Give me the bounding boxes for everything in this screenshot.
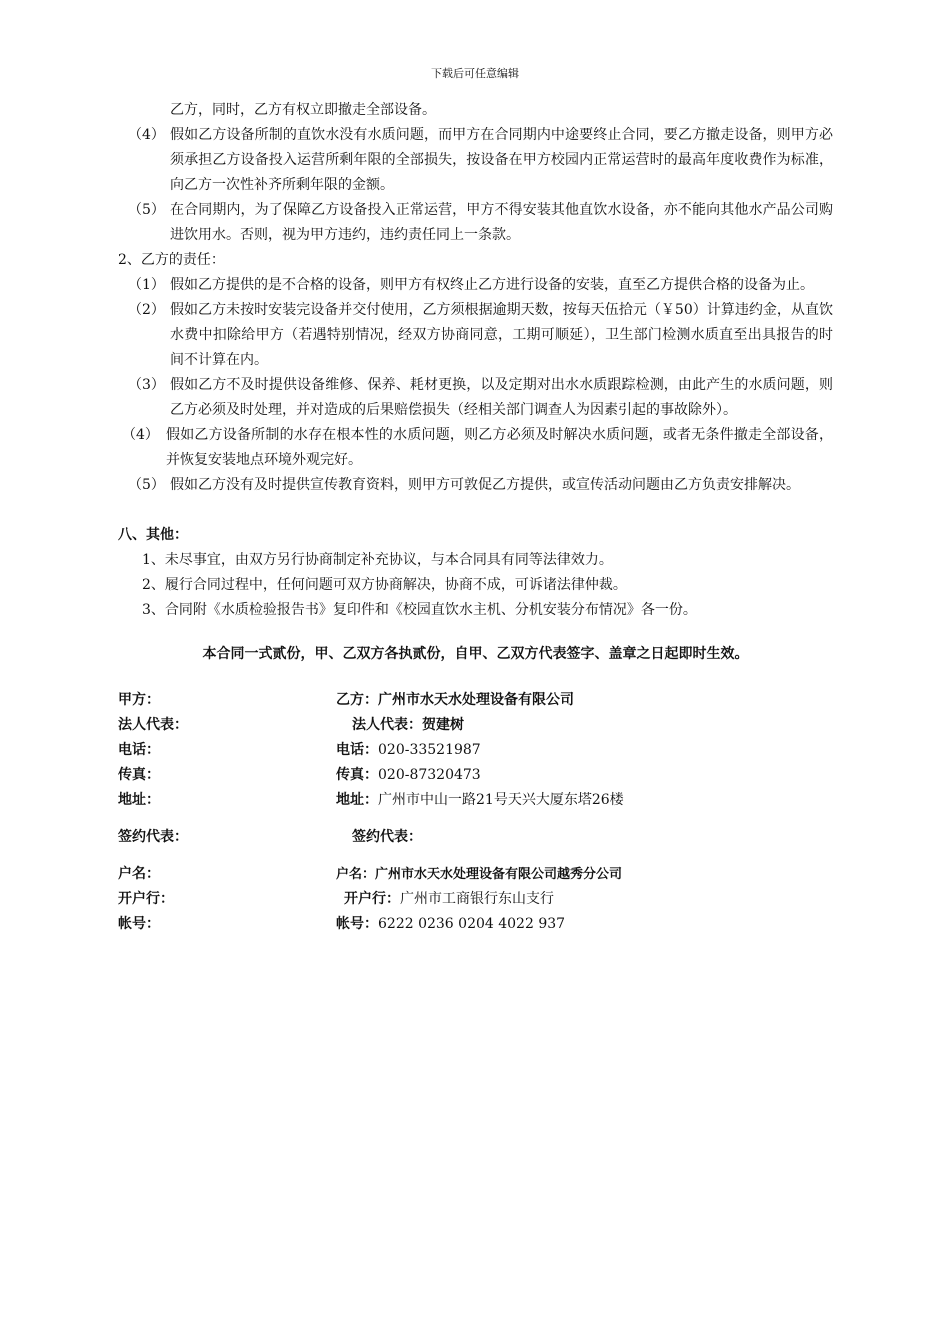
party-b-legal: 法人代表：贺建树 xyxy=(352,717,464,733)
party-b-name: 乙方：广州市水天水处理设备有限公司 xyxy=(336,692,574,708)
item-number: （2） xyxy=(128,302,165,318)
other-item: 3、合同附《水质检验报告书》复印件和《校园直饮水主机、分机安装分布情况》各一份。 xyxy=(142,602,697,618)
party-b-rep-label: 签约代表： xyxy=(352,829,422,845)
sig-row-fax xyxy=(118,763,833,788)
party-b-account-name: 户名：广州市水天水处理设备有限公司越秀分公司 xyxy=(336,867,623,882)
closing-statement: 本合同一式贰份，甲、乙双方各执贰份，自甲、乙双方代表签字、盖章之日起即时生效。 xyxy=(202,646,749,662)
party-a-rep-label: 签约代表： xyxy=(118,829,188,845)
item-number: （4） xyxy=(122,427,159,443)
item-text: 假如乙方提供的是不合格的设备，则甲方有权终止乙方进行设备的安装，直至乙方提供合格的设备为止。 xyxy=(170,277,814,293)
party-b-heading: 2、乙方的责任： xyxy=(118,252,225,268)
party-a-account-name-label: 户名： xyxy=(118,866,160,882)
page-header: 下载后可任意编辑 xyxy=(431,67,519,80)
sig-row-bank xyxy=(118,887,833,912)
party-a-legal-label: 法人代表： xyxy=(118,717,188,733)
party-a-address-label: 地址： xyxy=(118,792,160,808)
item-number: （5） xyxy=(128,202,165,218)
signature-block xyxy=(118,688,833,937)
section-heading-other: 八、其他： xyxy=(118,527,188,543)
item-text: 假如乙方未按时安装完设备并交付使用，乙方须根据逾期天数，按每天伍拾元（￥50）计算违约金，从直饮水费中扣除给甲方（若遇特别情况，经双方协商同意，工期可顺延），卫生部门检测水质直至出具报告的时间不计算在内。 xyxy=(170,302,833,368)
item-text: 假如乙方没有及时提供宣传教育资料，则甲方可敦促乙方提供，或宣传活动问题由乙方负责安排解决。 xyxy=(170,477,800,493)
item-number: （5） xyxy=(128,477,165,493)
party-a-account-number-label: 帐号： xyxy=(118,916,160,932)
bank-key: 开户行： xyxy=(344,891,400,907)
party-b-address xyxy=(336,788,624,813)
tel-value: 020-33521987 xyxy=(378,742,481,758)
party-a-tel-label: 电话： xyxy=(118,742,160,758)
account-number-key: 帐号： xyxy=(336,916,378,932)
party-b-item-3 xyxy=(118,373,833,423)
party-b-item-5 xyxy=(118,473,833,498)
sig-row-representative xyxy=(118,825,833,850)
sig-row-address xyxy=(118,788,833,813)
item-text: 假如乙方设备所制的水存在根本性的水质问题，则乙方必须及时解决水质问题，或者无条件撤走全部设备，并恢复安装地点环境外观完好。 xyxy=(166,427,833,468)
party-b-item-1 xyxy=(118,273,833,298)
item-text: 在合同期内，为了保障乙方设备投入正常运营，甲方不得安装其他直饮水设备，亦不能向其他水产品公司购进饮用水。否则，视为甲方违约，违约责任同上一条款。 xyxy=(170,202,833,243)
sig-row-legal xyxy=(118,713,833,738)
party-b-account-number xyxy=(336,912,565,937)
party-b-item-4 xyxy=(118,423,833,473)
address-key: 地址： xyxy=(336,792,378,808)
sig-row-tel xyxy=(118,738,833,763)
address-value: 广州市中山一路21号天兴大厦东塔26楼 xyxy=(378,792,624,808)
item-text: 假如乙方不及时提供设备维修、保养、耗材更换，以及定期对出水水质跟踪检测，由此产生的水质问题，则乙方必须及时处理，并对造成的后果赔偿损失（经相关部门调查人为因素引起的事故除外）。 xyxy=(170,377,833,418)
other-item: 1、未尽事宜，由双方另行协商制定补充协议，与本合同具有同等法律效力。 xyxy=(142,552,613,568)
item-number: （1） xyxy=(128,277,165,293)
party-a-fax-label: 传真： xyxy=(118,767,160,783)
party-b-bank xyxy=(336,887,554,912)
item-text: 假如乙方设备所制的直饮水没有水质问题，而甲方在合同期内中途要终止合同，要乙方撤走设备，则甲方必须承担乙方设备投入运营所剩年限的全部损失，按设备在甲方校园内正常运营时的最高年度收费作为标准，向乙方一次性补齐所剩年限的金额。 xyxy=(170,127,833,193)
contract-body xyxy=(118,98,833,937)
party-a-label: 甲方： xyxy=(118,692,160,708)
sig-row-account-number xyxy=(118,912,833,937)
party-a-item-4 xyxy=(118,123,833,198)
other-item: 2、履行合同过程中，任何问题可双方协商解决，协商不成，可诉诸法律仲裁。 xyxy=(142,577,627,593)
fax-key: 传真： xyxy=(336,767,378,783)
party-b-item-2 xyxy=(118,298,833,373)
tel-key: 电话： xyxy=(336,742,378,758)
sig-row-account-name xyxy=(118,862,833,887)
party-b-tel xyxy=(336,738,481,763)
fax-value: 020-87320473 xyxy=(378,767,481,783)
bank-value: 广州市工商银行东山支行 xyxy=(400,891,554,907)
party-b-fax xyxy=(336,763,481,788)
item-number: （3） xyxy=(128,377,165,393)
continued-line: 乙方，同时，乙方有权立即撤走全部设备。 xyxy=(170,102,436,118)
item-number: （4） xyxy=(128,127,165,143)
account-number-value: 6222 0236 0204 4022 937 xyxy=(378,916,566,932)
party-a-item-5 xyxy=(118,198,833,248)
sig-row-party xyxy=(118,688,833,713)
party-a-bank-label: 开户行： xyxy=(118,891,174,907)
